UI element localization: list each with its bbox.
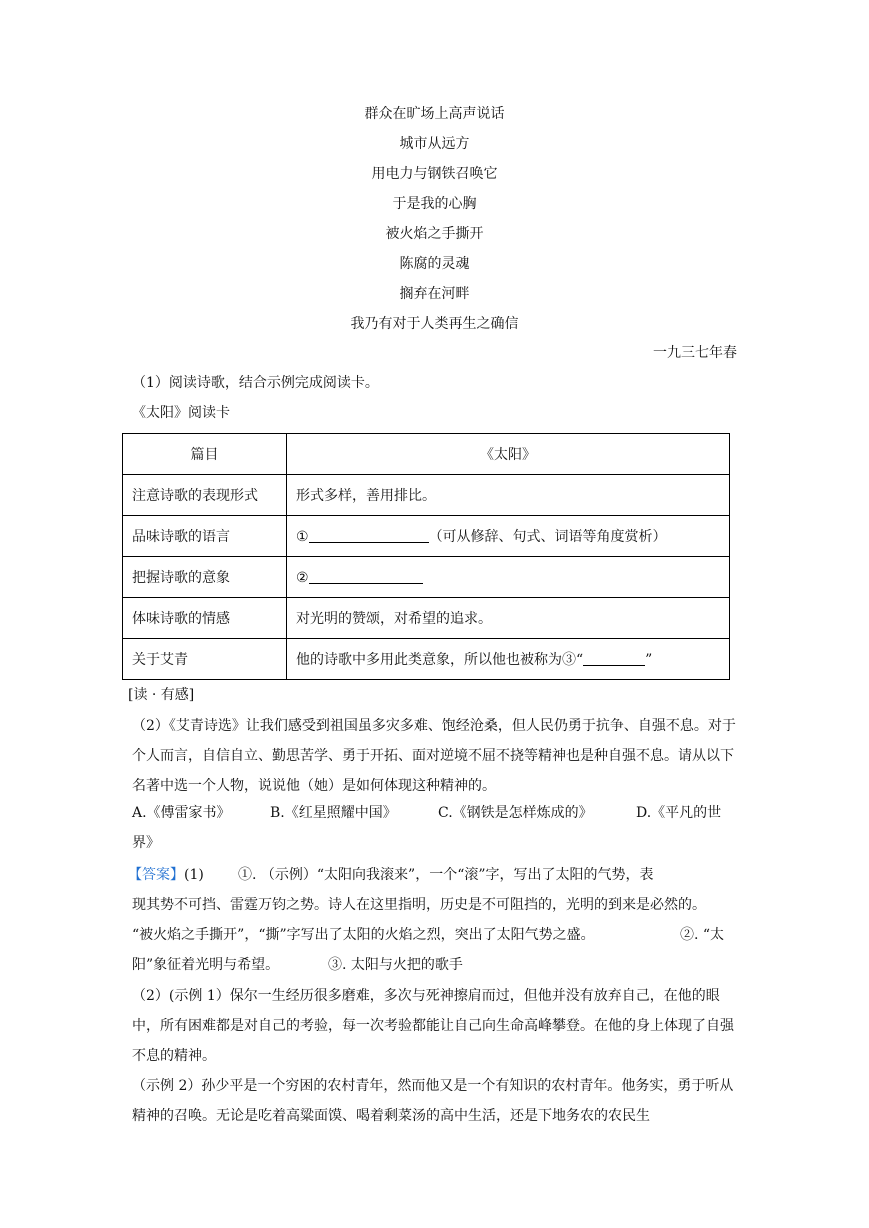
table-row xyxy=(123,639,730,680)
reading-card-title: 《太阳》阅读卡 xyxy=(132,405,230,421)
poem-line-4: 于是我的心胸 xyxy=(392,196,477,212)
row-label: 体味诗歌的情感 xyxy=(123,598,287,639)
row-content: 对光明的赞颂，对希望的追求。 xyxy=(287,598,730,639)
row-label: 注意诗歌的表现形式 xyxy=(123,475,287,516)
option-d-continued: 界》 xyxy=(132,835,160,851)
answer-example-2: （示例 2）孙少平是一个穷困的农村青年，然而他又是一个有知识的农村青年。他务实，勇于听从精神的召唤。无论是吃着高粱面馍、喝着剩菜汤的高中生活，还是下地务农的农民生 xyxy=(132,1078,734,1124)
poem-line-3: 用电力与钢铁召唤它 xyxy=(371,166,498,182)
answer-blank[interactable] xyxy=(309,528,429,543)
table-header-row xyxy=(123,434,730,475)
answer-line-1 xyxy=(128,865,734,885)
poem-line-5: 被火焰之手撕开 xyxy=(385,226,484,242)
answer-part-label: (1) xyxy=(184,867,204,883)
question-2-options xyxy=(132,803,738,823)
answer-line-3 xyxy=(132,925,738,945)
option-a: A.《傅雷家书》 xyxy=(132,805,231,821)
poem-line-7: 搁弃在河畔 xyxy=(399,286,470,302)
poem-line-8: 我乃有对于人类再生之确信 xyxy=(350,316,519,332)
content-post: ” xyxy=(645,652,653,668)
poem-line-6: 陈腐的灵魂 xyxy=(399,256,470,272)
blank-marker: ② xyxy=(296,569,309,586)
answer-text: ②. “太 xyxy=(680,927,725,943)
table-row xyxy=(123,516,730,557)
option-d: D.《平凡的世 xyxy=(636,805,722,821)
question-2-text: （2）《艾青诗选》让我们感受到祖国虽多灾多难、饱经沧桑，但人民仍勇于抗争、自强不息。对于个人而言，自信自立、勤思苦学、勇于开拓、面对逆境不屈不挠等精神也是种自强不息。请从以下名著中选一个人物，说说他（她）是如何体现这种精神的。 xyxy=(132,718,736,794)
answer-text: ①. （示例）“太阳向我滚来”，一个“滚”字，写出了太阳的气势，表 xyxy=(238,867,654,883)
header-cell-label: 篇目 xyxy=(123,434,287,475)
row-content xyxy=(287,516,730,557)
row-label: 关于艾青 xyxy=(123,639,287,680)
content-pre: 他的诗歌中多用此类意象，所以他也被称为③“ xyxy=(296,652,584,668)
section-title: [读 · 有感] xyxy=(128,687,195,703)
row-content xyxy=(287,639,730,680)
answer-line-4 xyxy=(132,955,738,975)
header-cell-title: 《太阳》 xyxy=(287,434,730,475)
poem-line-2: 城市从远方 xyxy=(399,136,470,152)
answer-text: ③. 太阳与火把的歌手 xyxy=(328,957,463,973)
answer-blank[interactable] xyxy=(583,651,645,666)
row-content: 形式多样，善用排比。 xyxy=(287,475,730,516)
answer-blank[interactable] xyxy=(309,569,423,584)
poem-date: 一九三七年春 xyxy=(653,345,737,361)
reading-card-table xyxy=(122,433,730,680)
option-c: C.《钢铁是怎样炼成的》 xyxy=(438,805,593,821)
poem-line-1: 群众在旷场上高声说话 xyxy=(364,106,505,122)
table-row xyxy=(123,475,730,516)
answer-tag: 【答案】 xyxy=(128,867,184,883)
blank-hint: （可从修辞、句式、词语等角度赏析） xyxy=(428,529,667,545)
answer-example-1: （2）(示例 1）保尔一生经历很多磨难，多次与死神擦肩而过，但他并没有放弃自己，在他的眼中，所有困难都是对自己的考验，每一次考验都能让自己向生命高峰攀登。在他的身上体现了自强不息的精神。 xyxy=(132,988,734,1064)
row-label: 把握诗歌的意象 xyxy=(123,557,287,598)
blank-marker: ① xyxy=(296,529,309,545)
answer-line-2: 现其势不可挡、雷霆万钧之势。诗人在这里指明，历史是不可阻挡的，光明的到来是必然的。 xyxy=(132,897,706,913)
table-row xyxy=(123,598,730,639)
table-row xyxy=(123,557,730,598)
question-1-prompt: （1）阅读诗歌，结合示例完成阅读卡。 xyxy=(132,375,379,391)
row-label: 品味诗歌的语言 xyxy=(123,516,287,557)
answer-text: 阳”象征着光明与希望。 xyxy=(132,957,280,973)
row-content xyxy=(287,557,730,598)
option-b: B.《红星照耀中国》 xyxy=(270,805,397,821)
answer-text: “被火焰之手撕开”，“撕”字写出了太阳的火焰之烈，突出了太阳气势之盛。 xyxy=(132,927,595,943)
